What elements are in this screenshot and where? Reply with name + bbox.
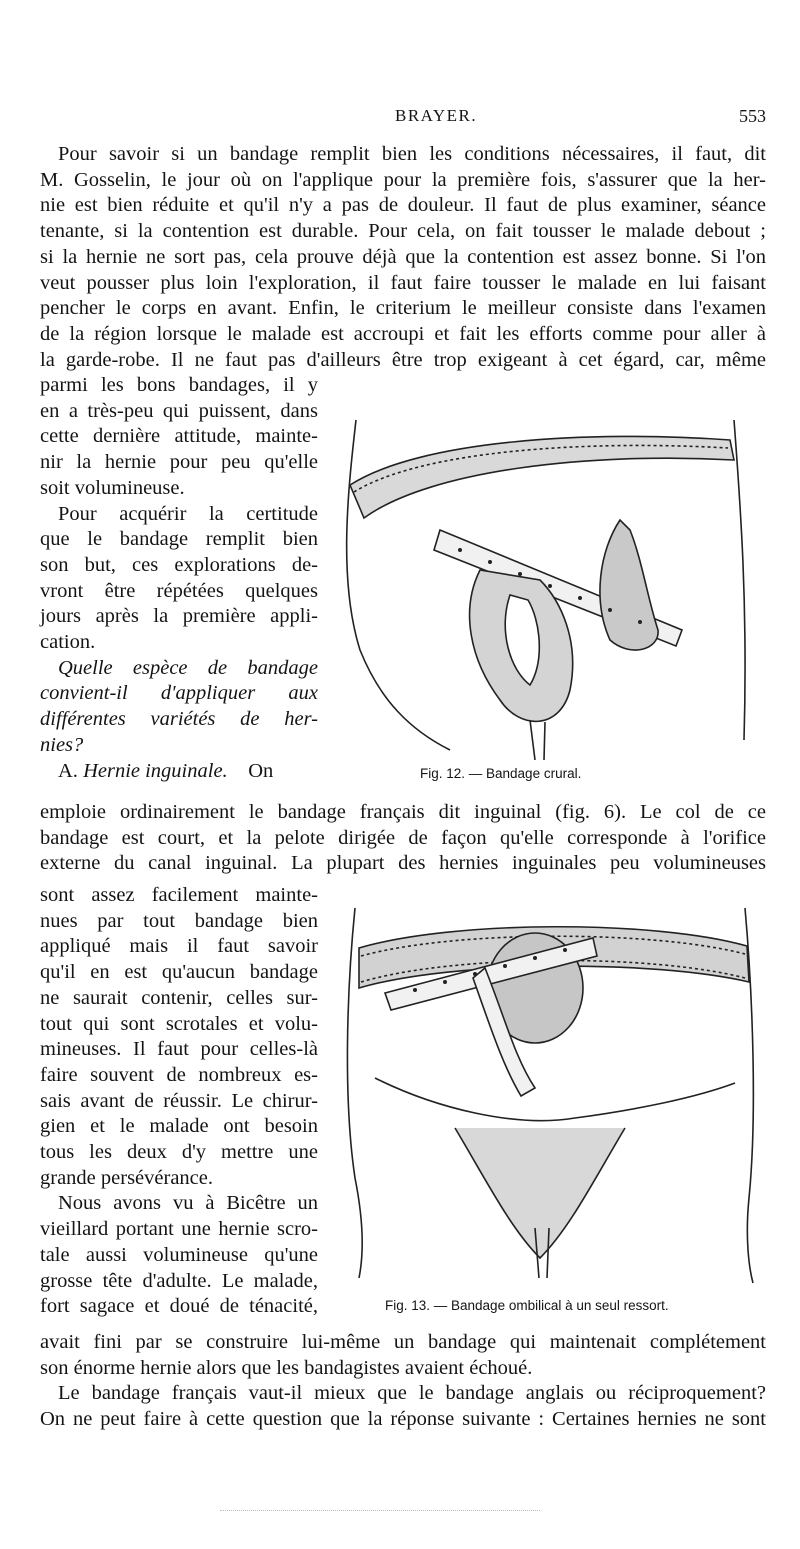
question-line: Quelle espèce de bandage bbox=[58, 656, 318, 679]
text-line: nir la hernie pour peu qu'elle bbox=[40, 451, 318, 474]
text-line: tout qui sont scrotales et volu- bbox=[40, 1012, 318, 1035]
figure-12-illustration bbox=[330, 400, 770, 760]
text-line: jours après la première appli- bbox=[40, 605, 318, 628]
text-line: de la région lorsque le malade est accroupi et fait les efforts comme pour aller à bbox=[40, 322, 766, 345]
text-line: la garde-robe. Il ne faut pas d'ailleurs être trop exigeant à cet égard, car, même bbox=[40, 348, 766, 371]
text-line: On ne peut faire à cette question que la réponse suivante : Certaines hernies ne sont bbox=[40, 1408, 766, 1431]
figure-13-illustration bbox=[335, 898, 765, 1286]
question-line: différentes variétés de her- bbox=[40, 708, 318, 731]
text-line: que le bandage remplit bien bbox=[40, 528, 318, 551]
text-line: si la hernie ne sort pas, cela prouve déjà que la contention est assez bonne. Si l'on bbox=[40, 245, 766, 268]
subheading-title: Hernie inguinale. bbox=[83, 759, 228, 782]
running-header bbox=[40, 106, 766, 132]
subheading-label: A. bbox=[58, 759, 78, 782]
text-line: qu'il en est qu'aucun bandage bbox=[40, 961, 318, 984]
paragraph-top bbox=[40, 142, 766, 373]
text-line: nie est bien réduite et qu'il n'y a pas de douleur. Il faut de plus examiner, séance bbox=[40, 194, 766, 217]
text-line: vieillard portant une hernie scro- bbox=[40, 1218, 318, 1241]
text-line: en a très-peu qui puissent, dans bbox=[40, 399, 318, 422]
text-line: son but, ces explorations de- bbox=[40, 553, 318, 576]
text-line: grande persévérance. bbox=[40, 1166, 213, 1189]
wrap-column-1 bbox=[40, 373, 318, 784]
subheading bbox=[40, 759, 318, 785]
text-line: externe du canal inguinal. La plupart des hernies inguinales peu volumineuses bbox=[40, 852, 766, 875]
text-line: ne saurait contenir, celles sur- bbox=[40, 986, 318, 1009]
text-line: parmi les bons bandages, il y bbox=[40, 374, 318, 396]
wrap-column-2 bbox=[40, 883, 318, 1320]
figure-13-caption: Fig. 13. — Bandage ombilical à un seul ressort. bbox=[385, 1298, 669, 1313]
text-line: bandage est court, et la pelote dirigée de façon qu'elle corresponde à l'orifice bbox=[40, 826, 766, 849]
text-line: grosse tête d'adulte. Le malade, bbox=[40, 1269, 318, 1292]
text-line: tous les deux d'y mettre une bbox=[40, 1141, 318, 1164]
text-line: Nous avons vu à Bicêtre un bbox=[58, 1192, 318, 1215]
text-line: M. Gosselin, le jour où on l'applique pour la première fois, s'assurer que la her- bbox=[40, 168, 766, 191]
text-line: mineuses. Il faut pour celles-là bbox=[40, 1038, 318, 1061]
page-number: 553 bbox=[739, 106, 766, 126]
text-line: cette dernière attitude, mainte- bbox=[40, 425, 318, 448]
text-line: fort sagace et doué de ténacité, bbox=[40, 1295, 318, 1318]
text-line: Pour acquérir la certitude bbox=[58, 502, 318, 525]
question-line: nies? bbox=[40, 733, 84, 756]
text-line: emploie ordinairement le bandage français dit inguinal (fig. 6). Le col de ce bbox=[40, 801, 766, 823]
text-line: tale aussi volumineuse qu'une bbox=[40, 1243, 318, 1266]
text-line: appliqué mais il faut savoir bbox=[40, 935, 318, 958]
subheading-tail: On bbox=[248, 759, 274, 782]
paragraph-middle bbox=[40, 800, 766, 877]
text-line: cation. bbox=[40, 631, 96, 654]
running-title: BRAYER. bbox=[395, 106, 478, 125]
text-line: soit volumineuse. bbox=[40, 476, 185, 499]
text-line: tenante, si la contention est durable. Pour cela, on fait tousser le malade debout ; bbox=[40, 220, 766, 243]
text-line: sont assez facilement mainte- bbox=[40, 884, 318, 906]
text-line: nues par tout bandage bien bbox=[40, 909, 318, 932]
question-line: convient-il d'appliquer aux bbox=[40, 682, 318, 705]
text-line: son énorme hernie alors que les bandagistes avaient échoué. bbox=[40, 1356, 533, 1379]
text-line: veut pousser plus loin l'exploration, il faut faire tousser le malade en lui faisant bbox=[40, 271, 766, 294]
text-line: avait fini par se construire lui-même un bandage qui maintenait complétement bbox=[40, 1331, 766, 1353]
text-line: sais avant de réussir. Le chirur- bbox=[40, 1089, 318, 1112]
figure-12-caption: Fig. 12. — Bandage crural. bbox=[420, 766, 582, 781]
text-line: Le bandage français vaut-il mieux que le bandage anglais ou réciproquement? bbox=[58, 1382, 766, 1405]
paragraph-bottom bbox=[40, 1330, 766, 1433]
scan-artifact-line bbox=[220, 1510, 540, 1513]
text-line: vront être répétées quelques bbox=[40, 579, 318, 602]
text-line: faire souvent de nombreux es- bbox=[40, 1063, 318, 1086]
text-line: pencher le corps en avant. Enfin, le criterium le meilleur consiste dans l'examen bbox=[40, 297, 766, 320]
text-line: Pour savoir si un bandage remplit bien les conditions nécessaires, il faut, dit bbox=[58, 143, 766, 165]
text-line: gien et le malade ont besoin bbox=[40, 1115, 318, 1138]
